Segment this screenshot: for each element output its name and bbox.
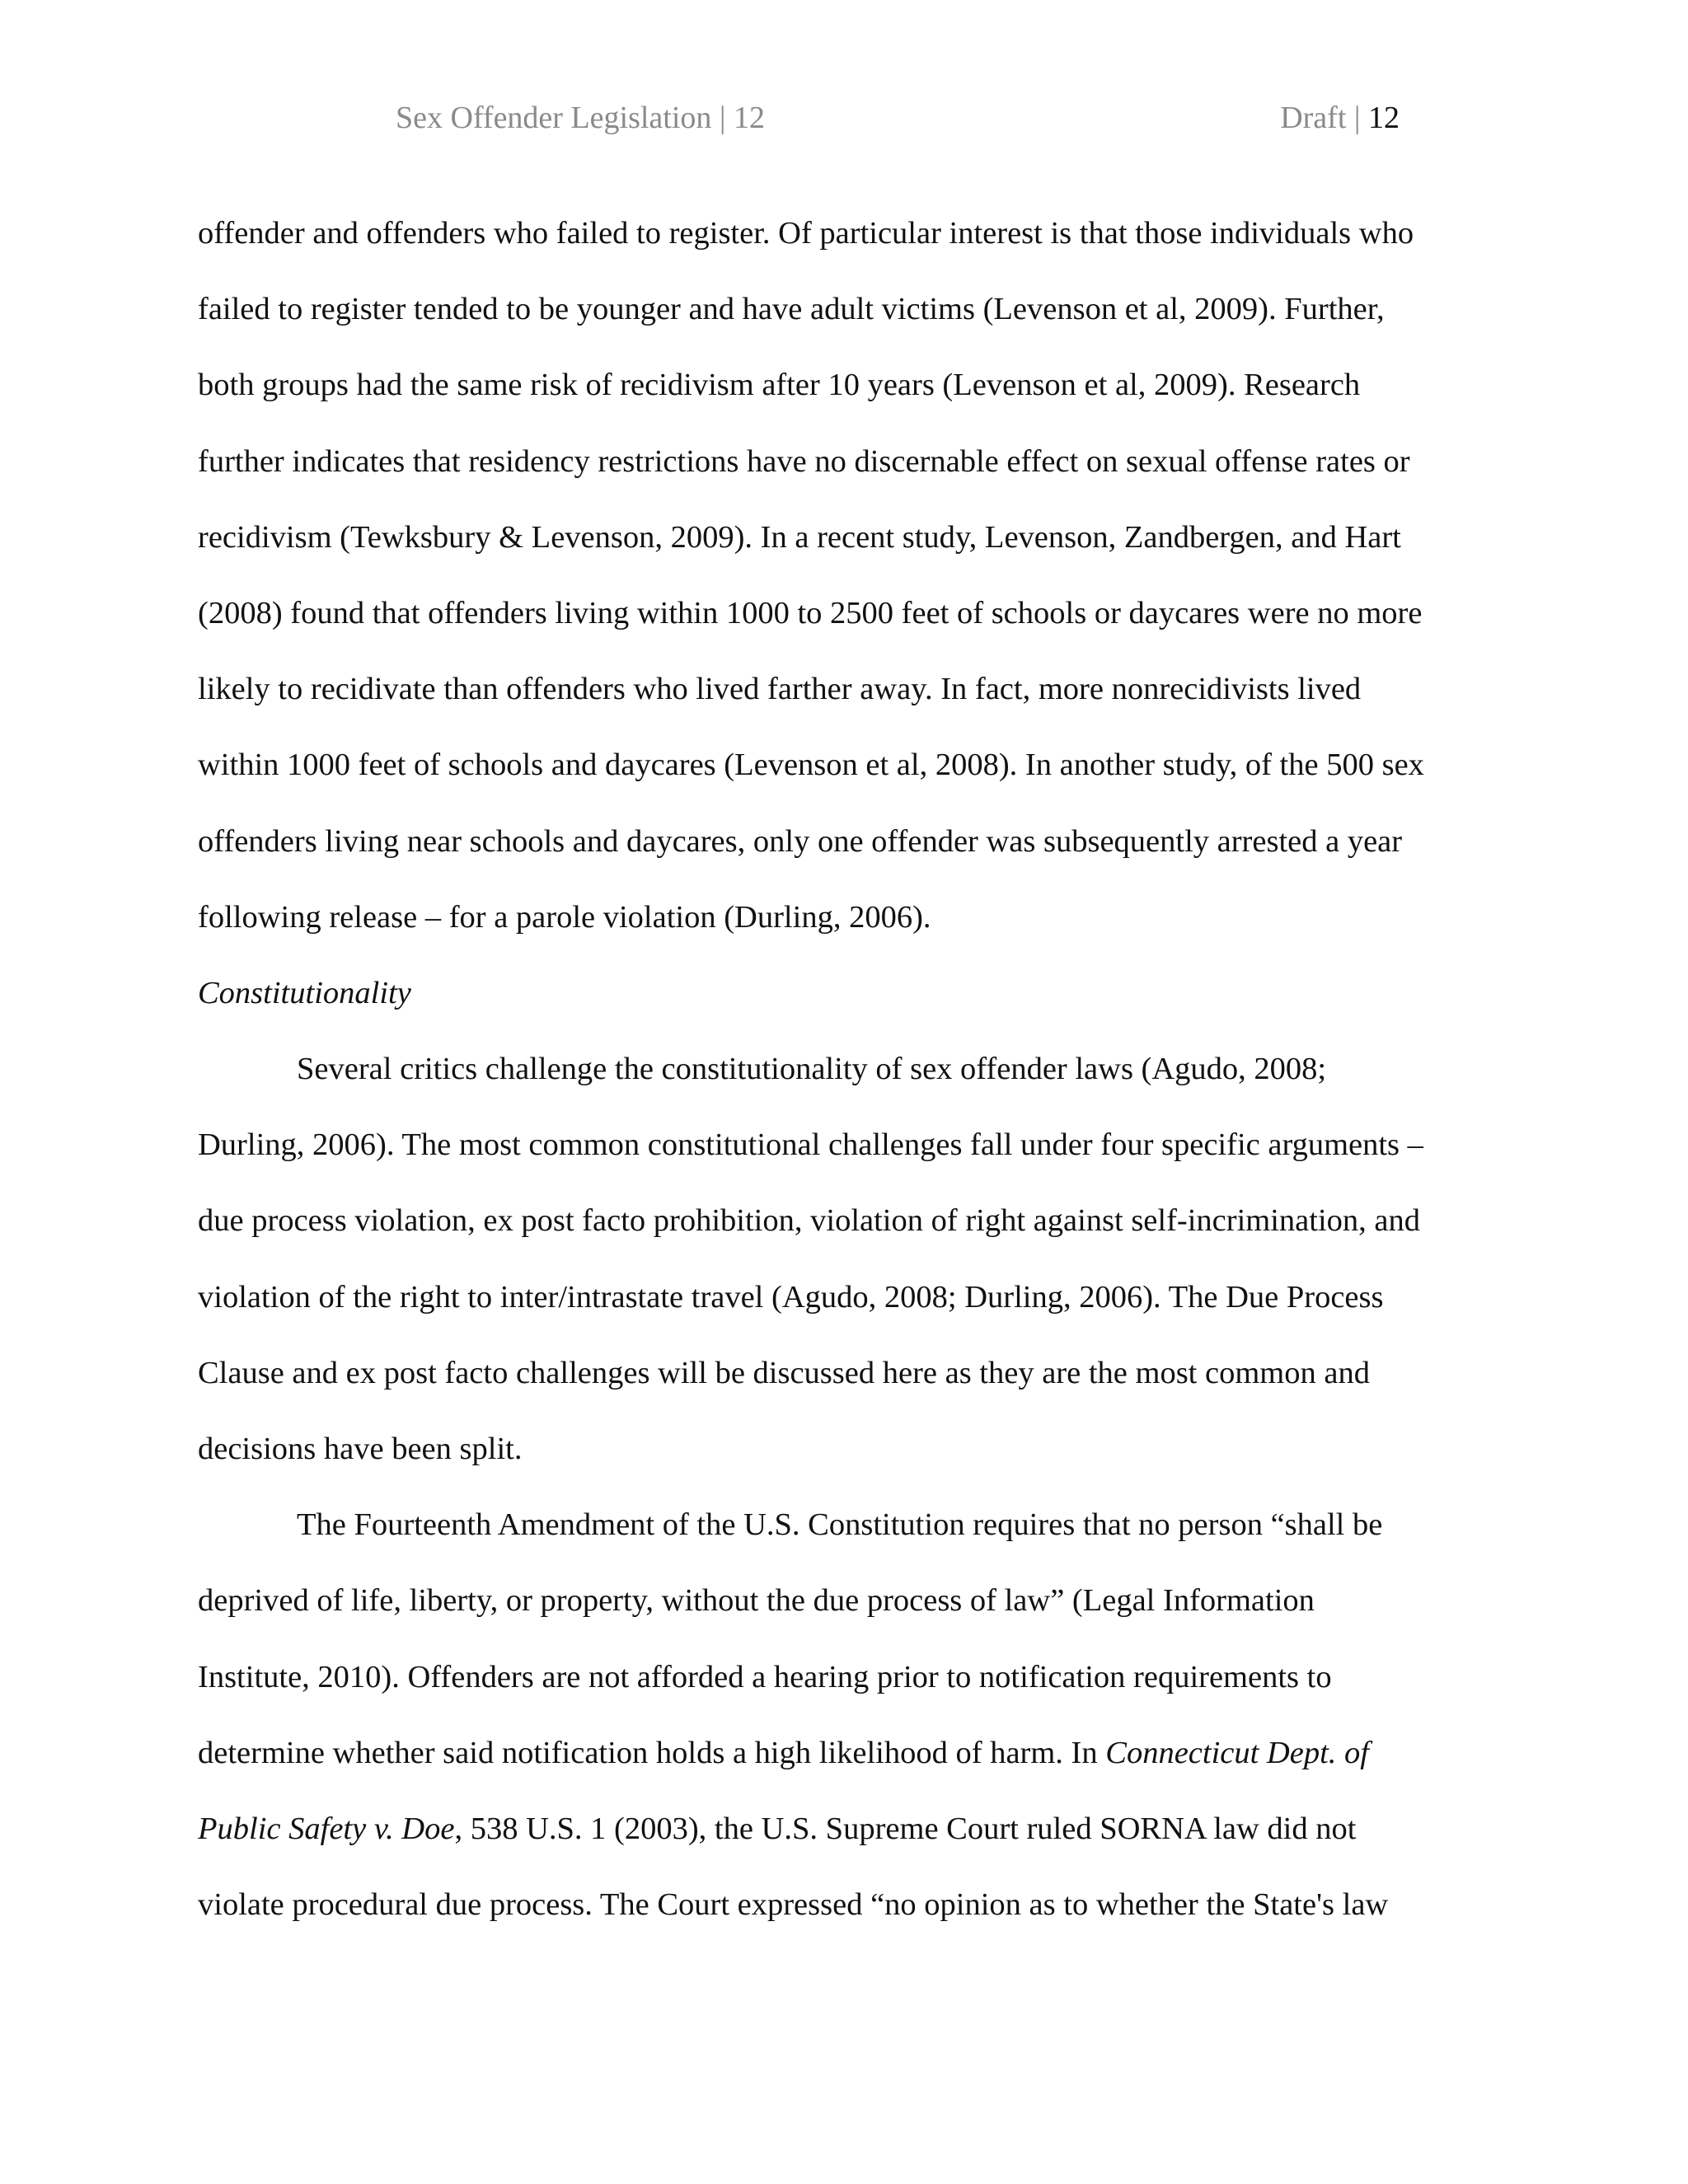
body-line: following release – for a parole violation (Durling, 2006).	[198, 899, 931, 935]
body-line: Several critics challenge the constitutionality of sex offender laws (Agudo, 2008;	[297, 1052, 1327, 1087]
document-body	[198, 195, 1484, 1943]
body-line	[198, 1715, 1484, 1791]
body-line: offenders living near schools and daycares, only one offender was subsequently arrested a year	[198, 823, 1403, 859]
body-text: determine whether said notification holds a high likelihood of harm. In	[198, 1735, 1106, 1770]
body-line: failed to register tended to be younger and have adult victims (Levenson et al, 2009). Further,	[198, 292, 1385, 327]
page-number: 12	[1368, 101, 1400, 135]
body-line: violate procedural due process. The Court expressed “no opinion as to whether the State's law	[198, 1887, 1389, 1923]
body-line: both groups had the same risk of recidivism after 10 years (Levenson et al, 2009). Research	[198, 368, 1361, 403]
body-line: decisions have been split.	[198, 1432, 523, 1466]
body-line: violation of the right to inter/intrastate travel (Agudo, 2008; Durling, 2006). The Due Process	[198, 1279, 1384, 1315]
section-heading: Constitutionality	[198, 975, 411, 1010]
body-line	[198, 1791, 1484, 1867]
body-line: likely to recidivate than offenders who lived farther away. In fact, more nonrecidivists lived	[198, 672, 1362, 707]
body-line: within 1000 feet of schools and daycares (Levenson et al, 2008). In another study, of the 500 sex	[198, 748, 1424, 783]
body-line: offender and offenders who failed to register. Of particular interest is that those individuals who	[198, 216, 1414, 251]
body-line: Clause and ex post facto challenges will be discussed here as they are the most common and	[198, 1355, 1370, 1390]
body-line: recidivism (Tewksbury & Levenson, 2009). In a recent study, Levenson, Zandbergen, and Hart	[198, 519, 1401, 555]
draft-label: Draft |	[1280, 101, 1361, 135]
draft-page-label	[1280, 97, 1400, 138]
body-line: The Fourteenth Amendment of the U.S. Constitution requires that no person “shall be	[297, 1507, 1383, 1543]
case-name-italic: Public Safety v. Doe	[198, 1811, 455, 1846]
body-text: , 538 U.S. 1 (2003), the U.S. Supreme Court ruled SORNA law did not	[454, 1811, 1357, 1846]
running-head: Sex Offender Legislation | 12	[396, 101, 766, 135]
body-line: Durling, 2006). The most common constitutional challenges fall under four specific arguments –	[198, 1127, 1423, 1163]
body-line: due process violation, ex post facto prohibition, violation of right against self-incrimination, and	[198, 1203, 1421, 1239]
page-header	[0, 97, 1688, 138]
body-line: further indicates that residency restrictions have no discernable effect on sexual offense rates or	[198, 443, 1410, 479]
body-line: deprived of life, liberty, or property, without the due process of law” (Legal Information	[198, 1583, 1315, 1619]
case-name-italic: Connecticut Dept. of	[1105, 1735, 1369, 1770]
body-line: (2008) found that offenders living within 1000 to 2500 feet of schools or daycares were no more	[198, 595, 1423, 630]
body-line: Institute, 2010). Offenders are not afforded a hearing prior to notification requirements to	[198, 1659, 1332, 1694]
